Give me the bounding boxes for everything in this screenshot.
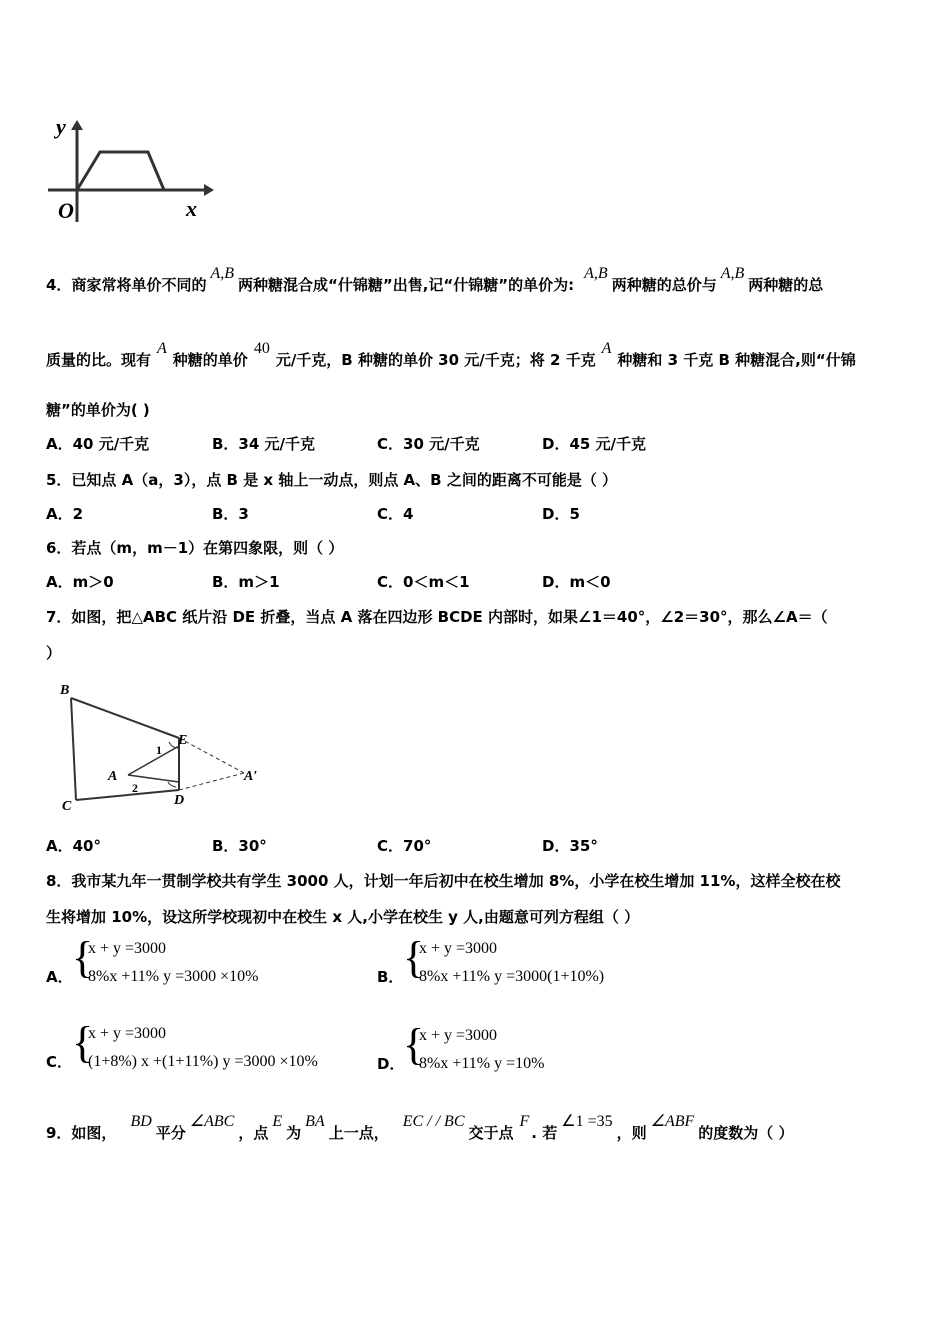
q8-option-a-label: A． [46,968,73,986]
segment-ae [128,746,179,775]
q6-option-a[interactable]: A．m＞0 [46,573,114,591]
question-9: 9．如图，BD平分∠ABC，点E为BA上一点，EC / / BC交于点F. 若∠1 =35，则∠ABF的度数为（ ） [46,1113,794,1142]
label-angle-2: 2 [132,781,138,795]
brace: { [72,1018,94,1067]
q5-option-b[interactable]: B．3 [212,505,249,523]
q7-option-b[interactable]: B．30° [212,837,267,855]
label-angle-1: 1 [156,743,162,757]
brace: { [403,933,425,982]
q6-text: 6．若点（m，m－1）在第四象限，则（ ） [46,539,344,557]
label-c: C [62,799,72,814]
label-a: A [108,769,118,784]
q7-line-1: 7．如图，把△ABC 纸片沿 DE 折叠，当点 A 落在四边形 BCDE 内部时，如果∠1＝40°，∠2＝30°，那么∠A＝（ [46,608,828,626]
triangle-fold-figure [56,682,276,814]
q8-option-b-system [403,933,703,1004]
equation-2: 8%x +11% y =3000 ×10% [88,968,259,985]
q6-option-b[interactable]: B．m＞1 [212,573,280,591]
label-d: D [174,793,185,808]
q4-option-a[interactable]: A．40 元/千克 [46,435,150,453]
q8-option-d-system [403,1020,703,1091]
q5-option-c[interactable]: C．4 [377,505,414,523]
q8-option-c-label: C． [46,1053,73,1071]
q4-option-d[interactable]: D．45 元/千克 [542,435,647,453]
q5-text: 5．已知点 A（a，3），点 B 是 x 轴上一动点，则点 A、B 之间的距离不可能是（ ） [46,471,618,489]
q7-option-c[interactable]: C．70° [377,837,432,855]
graph-curve [77,152,164,190]
q7-line-2: ） [46,644,62,662]
q6-option-d[interactable]: D．m＜0 [542,573,611,591]
q6-option-c[interactable]: C．0＜m＜1 [377,573,470,591]
y-axis-label: y [56,114,66,139]
q7-option-a[interactable]: A．40° [46,837,101,855]
equation-1: x + y =3000 [419,1027,498,1044]
equation-2: (1+8%) x +(1+11%) y =3000 ×10% [88,1053,318,1070]
segment-ea-prime [179,738,244,773]
q4-option-b[interactable]: B．34 元/千克 [212,435,316,453]
equation-1: x + y =3000 [88,1025,167,1042]
q8-line-2: 生将增加 10%，设这所学校现初中在校生 x 人,小学在校生 y 人,由题意可列方程组（ ） [46,908,640,926]
segment-cd [76,790,179,800]
q4-line-2: 质量的比。现有A种糖的单价40元/千克，B 种糖的单价 30 元/千克；将 2 千克A种糖和 3 千克 B 种糖混合,则“什锦 [46,340,856,369]
brace: { [72,933,94,982]
q7-option-d[interactable]: D．35° [542,837,598,855]
y-axis-arrow [71,120,83,130]
q8-line-1: 8．我市某九年一贯制学校共有学生 3000 人，计划一年后初中在校生增加 8%，小学在校生增加 11%，这样全校在校 [46,872,841,890]
q8-option-b-label: B． [377,968,404,986]
q8-option-d-label: D． [377,1055,405,1073]
label-b: B [60,683,70,698]
equation-2: 8%x +11% y =3000(1+10%) [419,968,605,985]
x-axis-arrow [204,184,214,196]
x-axis-label: x [186,196,197,221]
equation-1: x + y =3000 [88,940,167,957]
function-graph-figure [44,110,214,230]
equation-2: 8%x +11% y =10% [419,1055,545,1072]
q5-option-d[interactable]: D．5 [542,505,580,523]
segment-da-prime [179,773,244,790]
label-e: E [178,733,188,748]
q8-option-a-system [72,933,372,1004]
label-a-prime: A′ [244,769,258,784]
angle-2-arc [168,782,176,787]
q4-line-1: 4．商家常将单价不同的A,B两种糖混合成“什锦糖”出售,记“什锦糖”的单价为:A,B两种糖的总价与A,B两种糖的总 [46,265,824,294]
q4-line-3: 糖”的单价为( ) [46,401,150,419]
brace: { [403,1020,425,1069]
segment-bc [71,698,76,800]
equation-1: x + y =3000 [419,940,498,957]
q5-option-a[interactable]: A．2 [46,505,84,523]
origin-label: O [58,198,74,223]
q4-option-c[interactable]: C．30 元/千克 [377,435,480,453]
q8-option-c-system [72,1018,372,1089]
segment-be [71,698,179,738]
